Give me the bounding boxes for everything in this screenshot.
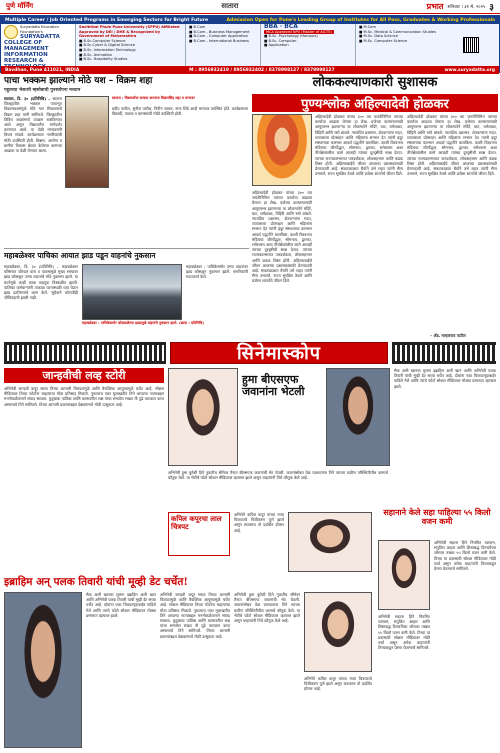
course-item: ■ B.Sc. Hospitality Studies <box>79 57 128 62</box>
course-item: ■ B.Com - Business Management <box>189 29 250 34</box>
actor-photo <box>326 368 390 466</box>
course-item: ■ M.Sc. Medical & Communication Studies <box>359 29 436 34</box>
qr-code-icon <box>463 37 479 53</box>
ad-bba <box>261 24 356 66</box>
bba-title: BBA · BCA <box>264 24 298 30</box>
story1-body <box>4 96 62 244</box>
ibrahim-body-col3: अभिनेत्री हुमा कुरेशी हिने नुकतीच सीमेवर तैनात बीएसएफ जवानांची भेट घेतली. जवानांसोबत वेळ घालवताना तिने त्यांच्या कठीण परिस्थितीतील कामाचे कौतुक केले. या भेटीचे फोटो सोशल मीडियावर व्हायरल झाले असून चाहत्यांनी तिचे कौतुक केले आहे. <box>234 592 300 624</box>
course-item: ■ Application <box>264 43 289 48</box>
story2-photo <box>82 264 182 320</box>
feature-body-col0: अहिल्यादेवी होळकर यांच्या ३०० व्या जयंतीनिमित्त त्यांच्या कार्याचा आढावा घेणारा हा लेख. प्रजेच्या कल्याणासाठी आयुष्यभर झटणाऱ्या या लोकमातेने मंदिरे, घाट, धर्मशाळा, विहिरी आणि रस्ते बांधले. न्यायप्रिय प्रशासन, शेतकऱ्यांना मदत, व्यापाराला प्रोत्साहन आणि महिलांना सन्मान देत त्यांनी इंदूर संस्थानाचा कारभार आदर्श पद्धतीने चालविला. काशी विश्वनाथ मंदिराचा जीर्णोद्धार, सोमनाथ, द्वारका, रामेश्वरम अशा तीर्थक्षेत्रांवरील कामे आजही त्यांच्या दूरदृष्टीची साक्ष देतात. त्यांच्या राज्यकारभारात पारदर्शकता, लोकसहभाग आणि कडक शिस्त होती. अहिल्याबाईंचे जीवन आजच्या प्रशासकांसाठी प्रेरणादायी आहे. संकटकाळात धैर्याने उभे राहत त्यांनी सैन्य उभारले, राज्य सुरक्षित ठेवले आणि प्रजेला शांततेचे जीवन दिले. <box>252 190 312 284</box>
sahana-photo <box>378 540 430 610</box>
kalpna-box <box>168 512 230 556</box>
story2-photo-body: महाबळेश्वर : पाचिकेसमोर उभ्या वाहनांवर झाड कोसळून नुकसान झाले. नागरिकांनी मदतकार्य केले. <box>186 264 248 280</box>
course-item: ■ M.Sc. Computer Science <box>359 38 408 43</box>
cinema-banner <box>170 342 388 364</box>
course-item: ■ B.Sc. Psychology (Honours) <box>264 34 318 39</box>
love-story-body: अभिनेत्री जान्हवी कपूर सध्या तिच्या आगामी चित्रपटांमुळे आणि वैयक्तिक आयुष्यामुळे चर्चेत आहे. सोशल मीडियावर तिच्या फोटोंना चाहत्यांचा मोठा प्रतिसाद मिळतो. नुकत्याच एका मुलाखतीत तिने आपल्या नात्याबद्दल मनमोकळेपणाने संवाद साधला. कुटुंबाचा पाठिंबा आणि कामावरील लक्ष यांचा समतोल राखत ती पुढे वाटचाल करत असल्याचे तिने सांगितले. तिच्या आगामी प्रकल्पांबद्दल प्रेक्षकांमध्ये मोठी उत्सुकता आहे. <box>4 386 164 407</box>
college-society: Suryadatta Education Foundation's <box>20 25 59 34</box>
ad-courses-c <box>356 24 446 66</box>
ad-brand <box>1 24 76 66</box>
college-name: SURYADATTA COLLEGE OF MANAGEMENT INFORMATION RESEARCH & <box>4 34 60 65</box>
feature-kicker: लोककल्याणकारी सुशासक <box>312 75 438 90</box>
huma-headline: हुमा बीएसएफ जवानांना भेटली <box>242 373 305 398</box>
course-item: ■ B.Com - Computer Application <box>189 34 249 39</box>
bba-badge: MCA Approved NPU (Master of AICTE) <box>266 29 332 34</box>
ibrahim-body-col2: अभिनेत्री जान्हवी कपूर सध्या तिच्या आगामी चित्रपटांमुळे आणि वैयक्तिक आयुष्यामुळे चर्चेत आहे. सोशल मीडियावर तिच्या फोटोंना चाहत्यांचा मोठा प्रतिसाद मिळतो. नुकत्याच एका मुलाखतीत तिने आपल्या नात्याबद्दल मनमोकळेपणाने संवाद साधला. कुटुंबाचा पाठिंबा आणि कामावरील लक्ष यांचा समतोल राखत ती पुढे वाटचाल करत असल्याचे तिने सांगितले. तिच्या आगामी प्रकल्पांबद्दल प्रेक्षकांमध्ये मोठी उत्सुकता आहे. <box>160 592 230 639</box>
page-number: ३ <box>489 3 494 13</box>
feature-author: – ॲड. मल्हारराव पाटील <box>430 333 466 338</box>
ibrahim-side-photo <box>304 592 372 672</box>
college-advertisement[interactable] <box>0 15 500 73</box>
ad-address: Bavdhan, Pune 411021, INDIA <box>5 67 80 73</box>
course-item: ■ M.Sc. Data Science <box>359 34 398 39</box>
story1-photo <box>65 96 109 188</box>
course-item: ■ B.Com - International Business <box>189 38 249 43</box>
film-strip-left <box>4 342 166 364</box>
story1-photo-body: प्रदीप पाटील, सुनील पाटील, नितीन जाधव, नाना शिंदे आदी मान्यवर उपस्थित होते. कार्यक्रमाला विद्यार्थी, पालक व ग्रामस्थांची मोठी उपस्थिती होती. <box>112 106 248 117</box>
story1-subhead: पहुतच्या भेसतरी म्हसोबाची पुनर्स्थापना मध्याम <box>4 88 81 93</box>
sahana-headline: सहानाने केले सहा पाहिल्या ५५ किलो वजन कमी <box>383 507 491 526</box>
sahana-body: अभिनेत्री सहाना हिने नियमित व्यायाम, संतुलित आहार आणि शिस्तबद्ध दिनचर्येच्या जोरावर तब्बल ५५ किलो वजन कमी केले. तिच्या या प्रवासाची सोशल मीडियावर मोठी चर्चा असून अनेक चाहत्यांनी तिच्याकडून प्रेरणा घेतल्याचे सांगितले. <box>434 540 496 572</box>
ad-admission-text: Admission Open for Pune's Leading Group of Institutes for All Pass, Graduates & Working Professionals <box>226 17 495 23</box>
course-item: ■ B.Sc. Information Technology <box>79 47 136 52</box>
sahana-body-2: अभिनेत्री सहाना हिने नियमित व्यायाम, संतुलित आहार आणि शिस्तबद्ध दिनचर्येच्या जोरावर तब्बल ५५ किलो वजन कमी केले. तिच्या या प्रवासाची सोशल मीडियावर मोठी चर्चा असून अनेक चाहत्यांनी तिच्याकडून प्रेरणा घेतल्याचे सांगितले. <box>378 614 430 651</box>
ibrahim-body-col1: सैफ अली खानचा मुलगा इब्राहिम अली खान आणि अभिनेत्री पलक तिवारी यांची मूव्ही डेट सध्या चर्चेत आहे. दोघांना एका चित्रपटगृहाबाहेर पाहिले गेले आणि त्यांचे फोटो सोशल मीडियावर मोठ्या प्रमाणात व्हायरल झाले. <box>86 592 156 618</box>
course-item: ■ B.Sc.Cyber & Digital Science <box>79 43 135 48</box>
college-seal-icon <box>4 25 18 39</box>
ad-body <box>1 24 499 66</box>
story1-body-text: सातारा जिल्ह्यातील भक्कम पायाभूत विकासकामांमुळे मोठे यश मिळाल्याचे विक्रम शहा यांनी सांगितले. जिल्ह्यातील विविध शाळांमध्ये उपक्रम राबविण्यात आले असून विद्यार्थ्यांना मार्गदर्शन करण्यात आले. या वेळी मान्यवरांनी विचार मांडले. कार्यक्रमाला नागरिकांची मोठी उपस्थिती होती. शिक्षण, आरोग्य व ग्रामीण विकास क्षेत्रात केलेल्या कामाचा आढावा या वेळी घेण्यात आला. <box>4 96 62 154</box>
courses-list-b <box>189 25 257 43</box>
love-story-headline: जान्हवीची लव्ह स्टोरी <box>4 368 164 383</box>
film-strip-right <box>392 342 496 364</box>
course-item: ■ B.Sc. Animation <box>79 52 113 57</box>
right-column-text: सैफ अली खानचा मुलगा इब्राहिम अली खान आणि अभिनेत्री पलक तिवारी यांची मूव्ही डेट सध्या चर्चेत आहे. दोघांना एका चित्रपटगृहाबाहेर पाहिले गेले आणि त्यांचे फोटो सोशल मीडियावर मोठ्या प्रमाणात व्हायरल झाले. <box>394 368 496 389</box>
courses-list-a <box>79 39 182 62</box>
ad-topline-text: Multiple Career / Job Oriented Programs in Emerging Sectors for Bright Future <box>5 17 209 23</box>
ad-qr <box>446 24 496 66</box>
ad-phones: M : 8956932419 / 8956932402 / 8378998127 / 8378998127 <box>189 67 335 73</box>
feature-portrait <box>252 114 312 186</box>
edition-name: सातारा <box>221 2 239 10</box>
ibrahim-headline: इब्राहिम अन् पलक तिवारी यांची मूव्ही डेट चर्चेत! <box>4 576 188 588</box>
ad-courses-b <box>186 24 261 66</box>
story2-caption: महाबळेश्वर : पाचिकेसमोर कोसळलेल्या झाडामुळे वाहनांचे नुकसान झाले. (छाया : प्रतिनिधि) <box>82 321 204 325</box>
huma-body: अभिनेत्री हुमा कुरेशी हिने नुकतीच सीमेवर तैनात बीएसएफ जवानांची भेट घेतली. जवानांसोबत वेळ घालवताना तिने त्यांच्या कठीण परिस्थितीतील कामाचे कौतुक केले. या भेटीचे फोटो सोशल मीडियावर व्हायरल झाले असून चाहत्यांनी तिचे कौतुक केले आहे. <box>168 470 388 481</box>
course-item: ■ B.Sc.Computer Science <box>79 38 126 43</box>
feature-body-col2: अहिल्यादेवी होळकर यांच्या ३०० व्या जयंतीनिमित्त त्यांच्या कार्याचा आढावा घेणारा हा लेख. प्रजेच्या कल्याणासाठी आयुष्यभर झटणाऱ्या या लोकमातेने मंदिरे, घाट, धर्मशाळा, विहिरी आणि रस्ते बांधले. न्यायप्रिय प्रशासन, शेतकऱ्यांना मदत, व्यापाराला प्रोत्साहन आणि महिलांना सन्मान देत त्यांनी इंदूर संस्थानाचा कारभार आदर्श पद्धतीने चालविला. काशी विश्वनाथ मंदिराचा जीर्णोद्धार, सोमनाथ, द्वारका, रामेश्वरम अशा तीर्थक्षेत्रांवरील कामे आजही त्यांच्या दूरदृष्टीची साक्ष देतात. त्यांच्या राज्यकारभारात पारदर्शकता, लोकसहभाग आणि कडक शिस्त होती. अहिल्याबाईंचे जीवन आजच्या प्रशासकांसाठी प्रेरणादायी आहे. संकटकाळात धैर्याने उभे राहत त्यांनी सैन्य उभारले, राज्य सुरक्षित ठेवले आणि प्रजेला शांततेचे जीवन दिले. <box>407 114 497 177</box>
section-name: पुणे मॉर्निंग <box>6 2 34 10</box>
kalpna-body: अभिनेते कपिल कपूर यांच्या नव्या चित्रपटाचे चित्रीकरण पूर्ण झाले असून लवकरच तो प्रदर्शित होणार आहे. <box>234 512 284 533</box>
ad-topline <box>1 16 499 24</box>
huma-photo <box>168 368 238 466</box>
courses-list-c <box>359 25 443 43</box>
feature-headline: पुण्यश्लोक अहिल्यादेवी होळकर <box>252 94 498 112</box>
cinema-title: सिनेमास्कोप <box>237 343 321 364</box>
ad-affiliation <box>76 24 186 66</box>
dateline: शनिवार । ३१ मे, २०२५ <box>447 4 486 10</box>
story2-headline: महाबळेश्वर पाचिका आयात झाड पडून वाहनांचे नुकसान <box>4 251 156 260</box>
story1-caption: सातारा : विद्यार्थ्यांचा सत्कार करताना विक्रमसिंह शहा व मान्यवर <box>112 96 195 100</box>
course-item: ■ B.Sc. Computer <box>264 38 297 43</box>
ad-footer <box>1 66 499 74</box>
story1-dateline: सातारा, दि. ३० (प्रतिनिधि) – <box>4 96 51 101</box>
masthead-right <box>427 0 494 13</box>
kalpna-photo <box>288 512 372 572</box>
courses-list-d <box>264 34 352 48</box>
story2-body: महाबळेश्वर, दि. ३० (प्रतिनिधि) – महाबळेश्वर परिसरात जोरदार वारा व पावसामुळे मुख्य रस्त्यावर झाड कोसळून उभ्या वाहनांचे मोठे नुकसान झाले. या घटनेमुळे काही काळ वाहतूक विस्कळीत झाली. पालिका कर्मचाऱ्यांनी तत्काळ घटनास्थळी धाव घेऊन झाड हटविण्याचे काम केले. सुदैवाने कोणतीही जीवितहानी झाली नाही. <box>4 264 78 301</box>
story1-headline: पाचा भक्कम झाल्याने मोठे यश – विक्रम शहा <box>4 76 153 86</box>
newspaper-logo: प्रभात <box>426 1 444 11</box>
course-item: ■ B.Com <box>189 25 206 29</box>
feature-body-col1: अहिल्यादेवी होळकर यांच्या ३०० व्या जयंतीनिमित्त त्यांच्या कार्याचा आढावा घेणारा हा लेख. प्रजेच्या कल्याणासाठी आयुष्यभर झटणाऱ्या या लोकमातेने मंदिरे, घाट, धर्मशाळा, विहिरी आणि रस्ते बांधले. न्यायप्रिय प्रशासन, शेतकऱ्यांना मदत, व्यापाराला प्रोत्साहन आणि महिलांना सन्मान देत त्यांनी इंदूर संस्थानाचा कारभार आदर्श पद्धतीने चालविला. काशी विश्वनाथ मंदिराचा जीर्णोद्धार, सोमनाथ, द्वारका, रामेश्वरम अशा तीर्थक्षेत्रांवरील कामे आजही त्यांच्या दूरदृष्टीची साक्ष देतात. त्यांच्या राज्यकारभारात पारदर्शकता, लोकसहभाग आणि कडक शिस्त होती. अहिल्याबाईंचे जीवन आजच्या प्रशासकांसाठी प्रेरणादायी आहे. संकटकाळात धैर्याने उभे राहत त्यांनी सैन्य उभारले, राज्य सुरक्षित ठेवले आणि प्रजेला शांततेचे जीवन दिले. <box>315 114 403 177</box>
kalpna-headline: कपिल कपूरचा लाल चित्रपट <box>171 514 222 531</box>
masthead <box>0 0 500 14</box>
course-item: ■ M.Com <box>359 25 376 29</box>
divider <box>4 248 249 249</box>
affiliation-text: Savitribai Phule Pune University (SPPU) Affiliated Approved by DEI / DHE & Recognized by Government of Maharashtra <box>79 25 180 39</box>
ibrahim-photo <box>4 592 82 748</box>
ibrahim-side-text: अभिनेते कपिल कपूर यांच्या नव्या चित्रपटाचे चित्रीकरण पूर्ण झाले असून लवकरच तो प्रदर्शित होणार आहे. <box>304 676 372 692</box>
ad-website[interactable]: www.suryadatta.org <box>444 67 495 73</box>
